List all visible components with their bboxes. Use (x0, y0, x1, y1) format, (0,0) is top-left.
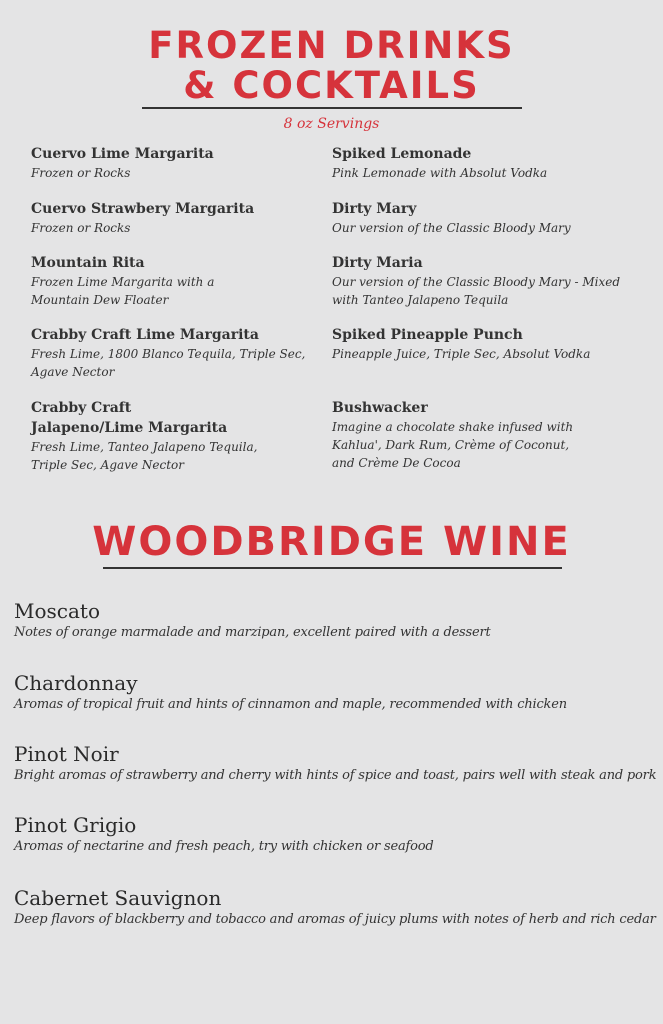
drink-name: Cuervo Lime Margarita (31, 146, 214, 162)
menu-item (31, 144, 214, 182)
servings-note: 8 oz Servings (283, 116, 380, 132)
drink-name: Cuervo Strawbery Margarita (31, 201, 255, 217)
wine-desc: Bright aromas of strawberry and cherry with hints of spice and toast, pairs well with steak and pork (14, 768, 657, 783)
wine-name: Cabernet Sauvignon (14, 886, 222, 910)
menu-item (31, 253, 214, 309)
wine-item (14, 812, 434, 856)
drink-desc: Frozen or Rocks (31, 221, 131, 235)
wine-title-rule (103, 567, 562, 569)
drink-desc: Pineapple Juice, Triple Sec, Absolut Vodka (332, 347, 591, 361)
wine-desc: Aromas of tropical fruit and hints of cinnamon and maple, recommended with chicken (14, 697, 567, 712)
menu-item (332, 253, 620, 309)
drink-desc: Kahlua', Dark Rum, Crème of Coconut, (332, 438, 570, 452)
cocktails-title-line2: & COCKTAILS (183, 64, 480, 107)
drink-desc: Mountain Dew Floater (31, 293, 169, 307)
drink-desc: Agave Nector (31, 365, 115, 379)
drink-desc: Fresh Lime, Tanteo Jalapeno Tequila, (31, 440, 258, 454)
cocktails-title-rule (142, 107, 522, 109)
drink-desc: with Tanteo Jalapeno Tequila (332, 293, 509, 307)
drink-name: Mountain Rita (31, 255, 145, 271)
menu-item (31, 325, 305, 381)
wine-item (14, 741, 656, 785)
drink-desc: Pink Lemonade with Absolut Vodka (332, 166, 548, 180)
drink-name: Bushwacker (332, 400, 428, 416)
menu-item (332, 398, 573, 472)
drink-name: Crabby Craft (31, 400, 132, 416)
wine-desc: Notes of orange marmalade and marzipan, excellent paired with a dessert (14, 625, 491, 640)
wine-desc: Aromas of nectarine and fresh peach, try with chicken or seafood (14, 839, 434, 854)
drink-desc: and Crème De Cocoa (332, 456, 461, 470)
wine-name: Pinot Noir (14, 742, 119, 766)
wine-item (14, 670, 567, 714)
drink-name: Dirty Maria (332, 255, 423, 271)
drink-desc: Frozen or Rocks (31, 166, 131, 180)
menu-item (31, 199, 254, 237)
drink-name: Jalapeno/Lime Margarita (31, 420, 228, 436)
drink-desc: Fresh Lime, 1800 Blanco Tequila, Triple Sec, (31, 347, 306, 361)
drink-name: Crabby Craft Lime Margarita (31, 327, 259, 343)
menu-item (332, 144, 547, 182)
wine-name: Moscato (14, 599, 100, 623)
drink-name: Spiked Pineapple Punch (332, 327, 523, 343)
cocktails-title (0, 26, 663, 106)
cocktails-title-line1: FROZEN DRINKS (148, 24, 515, 67)
drink-name: Dirty Mary (332, 201, 417, 217)
wine-name: Pinot Grigio (14, 813, 137, 837)
drink-desc: Imagine a chocolate shake infused with (332, 420, 574, 434)
menu-item (31, 398, 257, 474)
drink-desc: Our version of the Classic Bloody Mary (332, 221, 571, 235)
wine-desc: Deep flavors of blackberry and tobacco and aromas of juicy plums with notes of herb and rich cedar (14, 912, 656, 927)
drink-desc: Triple Sec, Agave Nector (31, 458, 184, 472)
drink-name: Spiked Lemonade (332, 146, 472, 162)
menu-item (332, 325, 590, 363)
wine-title: WOODBRIDGE WINE (92, 519, 571, 565)
wine-item (14, 885, 656, 929)
menu-item (332, 199, 571, 237)
wine-item (14, 598, 491, 642)
wine-name: Chardonnay (14, 671, 138, 695)
drink-desc: Frozen Lime Margarita with a (31, 275, 215, 289)
drink-desc: Our version of the Classic Bloody Mary - Mixed (332, 275, 621, 289)
